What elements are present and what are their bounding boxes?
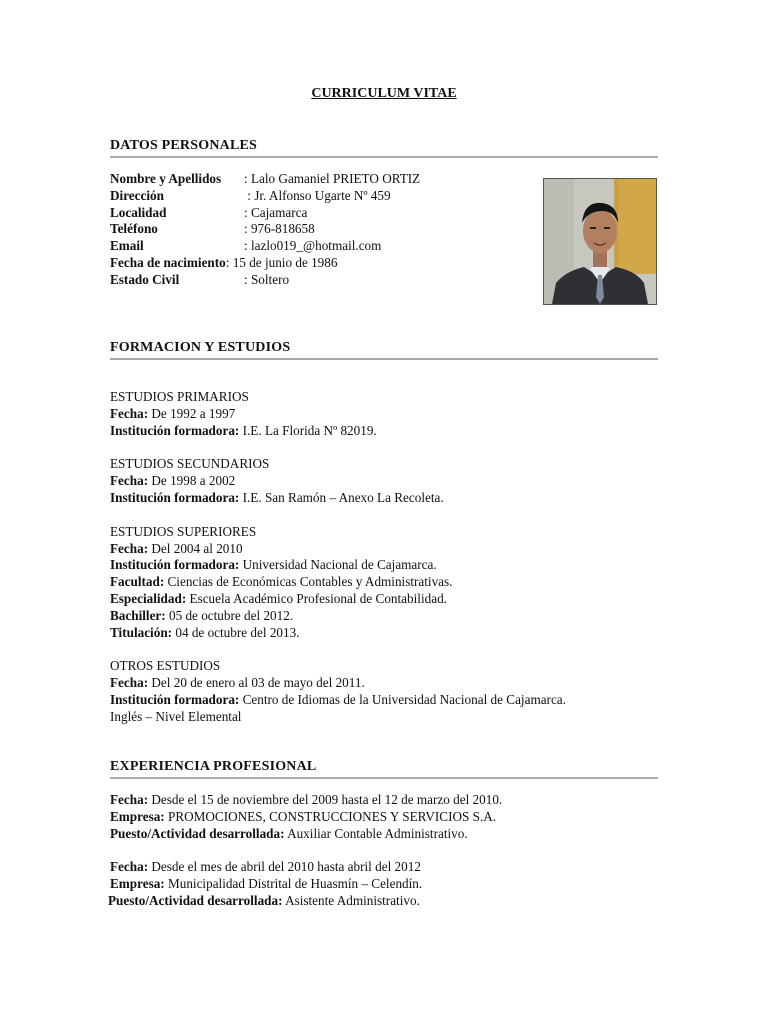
job-entry [110, 792, 658, 842]
secondary-studies [110, 456, 658, 506]
higher-specialty: Especialidad: Escuela Académico Profesional de Contabilidad. [110, 590, 447, 606]
field-birthdate: Fecha de nacimiento: 15 de junio de 1986 [110, 254, 338, 270]
primary-institution: Institución formadora: I.E. La Florida Nº 82019. [110, 422, 377, 438]
education-heading: FORMACION Y ESTUDIOS [110, 340, 291, 355]
field-phone: Teléfono : 976-818658 [110, 221, 315, 237]
job-entry [110, 859, 658, 909]
other-extra: Inglés – Nivel Elemental [110, 708, 242, 724]
section-divider [110, 156, 658, 158]
personal-fields [110, 171, 530, 289]
higher-title: ESTUDIOS SUPERIORES [110, 523, 257, 539]
higher-degree: Titulación: 04 de octubre del 2013. [110, 624, 300, 640]
education-content [110, 389, 658, 726]
other-institution: Institución formadora: Centro de Idiomas de la Universidad Nacional de Cajamarca. [110, 691, 566, 707]
field-email: Email : lazlo019_@hotmail.com [110, 238, 382, 254]
higher-faculty: Facultad: Ciencias de Económicas Contables y Administrativas. [110, 574, 453, 590]
higher-bachelor: Bachiller: 05 de octubre del 2012. [110, 607, 294, 623]
education-section [110, 339, 658, 360]
document-title: CURRICULUM VITAE [311, 86, 457, 101]
higher-institution: Institución formadora: Universidad Nacional de Cajamarca. [110, 557, 437, 573]
primary-title: ESTUDIOS PRIMARIOS [110, 389, 249, 404]
primary-date: Fecha: De 1992 a 1997 [110, 405, 236, 421]
higher-date: Fecha: Del 2004 al 2010 [110, 540, 243, 556]
secondary-date: Fecha: De 1998 a 2002 [110, 473, 236, 489]
secondary-institution: Institución formadora: I.E. San Ramón – Anexo La Recoleta. [110, 489, 444, 505]
job-company: Empresa: PROMOCIONES, CONSTRUCCIONES Y SERVICIOS S.A. [110, 808, 497, 824]
field-address: Dirección : Jr. Alfonso Ugarte Nº 459 [110, 187, 391, 203]
job-position: Puesto/Actividad desarrollada: Asistente Administrativo. [108, 892, 420, 908]
section-divider [110, 777, 658, 779]
job-date: Fecha: Desde el 15 de noviembre del 2009 hasta el 12 de marzo del 2010. [110, 792, 503, 807]
section-divider [110, 358, 658, 360]
experience-section [110, 758, 658, 779]
job-company: Empresa: Municipalidad Distrital de Huasmín – Celendín. [110, 876, 423, 892]
primary-studies [110, 389, 658, 439]
secondary-title: ESTUDIOS SECUNDARIOS [110, 456, 270, 472]
field-locality: Localidad : Cajamarca [110, 204, 308, 220]
profile-photo [543, 178, 657, 305]
other-title: OTROS ESTUDIOS [110, 658, 221, 674]
experience-heading: EXPERIENCIA PROFESIONAL [110, 759, 317, 774]
other-date: Fecha: Del 20 de enero al 03 de mayo del 2011. [110, 675, 365, 691]
portrait-image [544, 179, 656, 304]
other-studies [110, 658, 658, 725]
field-marital-status: Estado Civil : Soltero [110, 271, 290, 287]
job-position: Puesto/Actividad desarrollada: Auxiliar Contable Administrativo. [110, 825, 468, 841]
field-name: Nombre y Apellidos : Lalo Gamaniel PRIETO ORTIZ [110, 171, 421, 186]
higher-studies [110, 524, 658, 642]
experience-content [110, 792, 658, 910]
personal-heading: DATOS PERSONALES [110, 138, 258, 153]
job-date: Fecha: Desde el mes de abril del 2010 hasta abril del 2012 [110, 859, 421, 875]
personal-section [110, 137, 658, 158]
